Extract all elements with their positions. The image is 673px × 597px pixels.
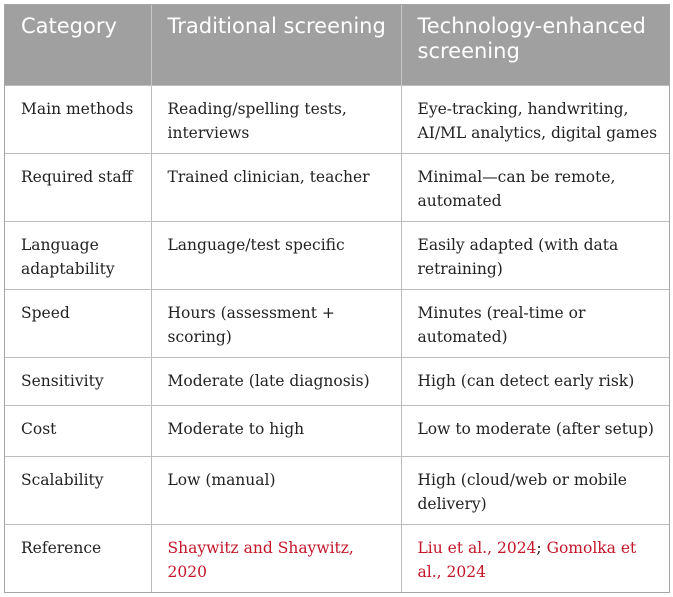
row-category: Language adaptability	[5, 221, 151, 289]
row-traditional: Moderate (late diagnosis)	[151, 357, 401, 405]
row-traditional	[151, 524, 401, 592]
row-technology: Easily adapted (with data retraining)	[401, 221, 669, 289]
row-technology: Eye-tracking, handwriting, AI/ML analytics, digital games	[401, 85, 669, 153]
row-category: Speed	[5, 289, 151, 357]
comparison-table	[4, 4, 670, 593]
row-category: Main methods	[5, 85, 151, 153]
row-traditional: Reading/spelling tests, interviews	[151, 85, 401, 153]
column-header-category: Category	[5, 5, 151, 85]
row-traditional: Low (manual)	[151, 456, 401, 524]
table-row	[5, 357, 669, 405]
reference-link-gomolka[interactable]: Gomolka et al., 2024	[417, 538, 637, 581]
table-row	[5, 289, 669, 357]
row-technology: High (can detect early risk)	[401, 357, 669, 405]
column-header-traditional: Traditional screening	[151, 5, 401, 85]
row-traditional: Language/test specific	[151, 221, 401, 289]
table-header-row	[5, 5, 669, 85]
reference-row	[5, 524, 669, 592]
row-traditional: Moderate to high	[151, 405, 401, 456]
row-category: Required staff	[5, 153, 151, 221]
row-traditional: Hours (assessment + scoring)	[151, 289, 401, 357]
table-row	[5, 85, 669, 153]
row-technology: Minimal—can be remote, automated	[401, 153, 669, 221]
row-category: Cost	[5, 405, 151, 456]
table-row	[5, 456, 669, 524]
row-technology: Minutes (real-time or automated)	[401, 289, 669, 357]
row-technology: High (cloud/web or mobile delivery)	[401, 456, 669, 524]
reference-link-shaywitz[interactable]: Shaywitz and Shaywitz, 2020	[167, 538, 354, 581]
table-row	[5, 221, 669, 289]
table-row	[5, 405, 669, 456]
row-category: Scalability	[5, 456, 151, 524]
row-technology: Low to moderate (after setup)	[401, 405, 669, 456]
row-traditional: Trained clinician, teacher	[151, 153, 401, 221]
reference-separator: ;	[536, 538, 547, 557]
screening-comparison-table	[5, 5, 669, 592]
row-category: Sensitivity	[5, 357, 151, 405]
reference-link-liu[interactable]: Liu et al., 2024	[417, 538, 537, 557]
table-row	[5, 153, 669, 221]
column-header-technology: Technology-enhanced screening	[401, 5, 669, 85]
row-technology	[401, 524, 669, 592]
row-category: Reference	[5, 524, 151, 592]
